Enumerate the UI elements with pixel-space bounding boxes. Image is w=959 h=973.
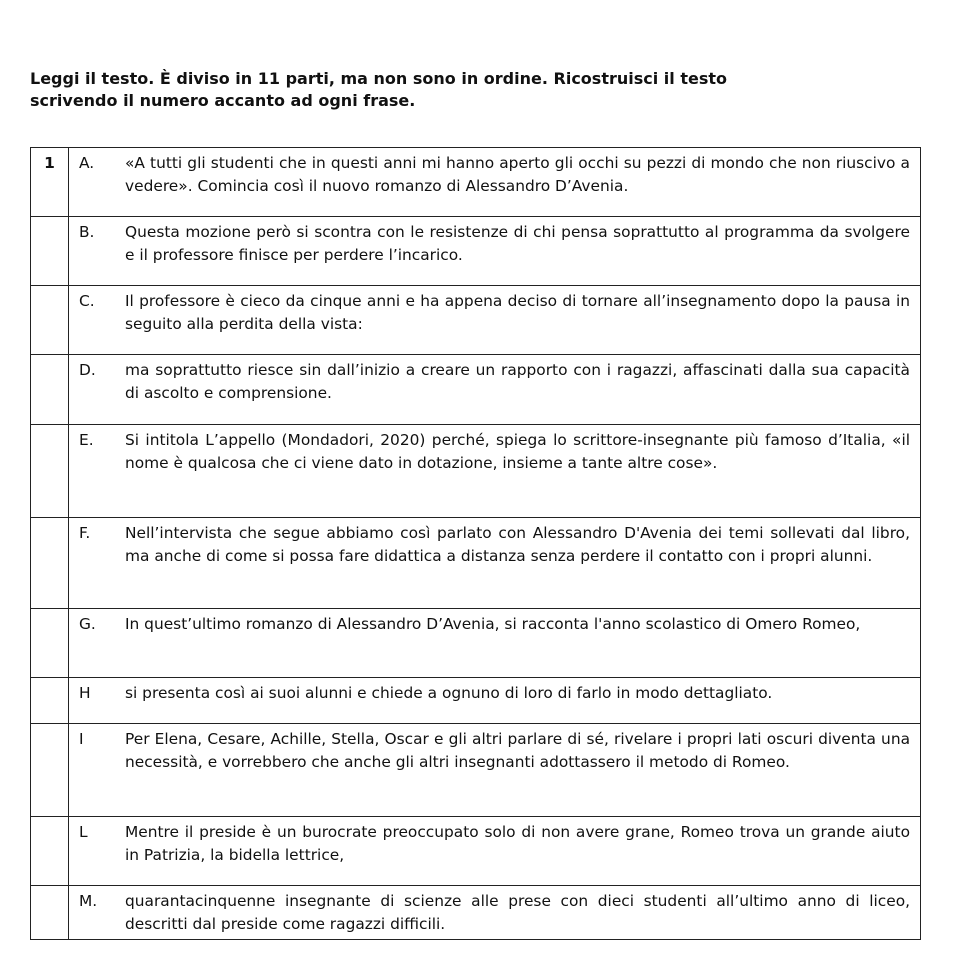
sentence-letter: D. (79, 361, 96, 379)
sentence-cell (69, 724, 921, 817)
table-row (31, 609, 921, 678)
sentence-text: Questa mozione però si scontra con le resistenze di chi pensa soprattutto al programma da svolgere e il professore finisce per perdere l’incarico. (125, 223, 910, 264)
order-number-cell[interactable] (31, 724, 69, 817)
sentence-cell (69, 886, 921, 940)
sentence-text: «A tutti gli studenti che in questi anni mi hanno aperto gli occhi su pezzi di mondo che non riuscivo a vedere». Comincia così il nuovo romanzo di Alessandro D’Avenia. (125, 154, 910, 195)
sentence-cell (69, 518, 921, 609)
sentence-letter: B. (79, 223, 95, 241)
sentence-text: Per Elena, Cesare, Achille, Stella, Oscar e gli altri parlare di sé, rivelare i propri lati oscuri diventa una necessità, e vorrebbero che anche gli altri insegnanti adottassero il metodo di Romeo. (125, 730, 910, 771)
sentence-letter: L (79, 823, 88, 841)
sentence-text: Si intitola L’appello (Mondadori, 2020) perché, spiega lo scrittore-insegnante più famoso d’Italia, «il nome è qualcosa che ci viene dato in dotazione, insieme a tante altre cose». (125, 431, 910, 472)
sentence-cell (69, 425, 921, 518)
sentence-cell (69, 678, 921, 724)
table-row (31, 886, 921, 940)
sentence-text: si presenta così ai suoi alunni e chiede a ognuno di loro di farlo in modo dettagliato. (125, 684, 773, 702)
order-number-cell[interactable] (31, 286, 69, 355)
order-number-cell[interactable] (31, 425, 69, 518)
table-row (31, 286, 921, 355)
order-number-cell[interactable] (31, 817, 69, 886)
sentence-letter: C. (79, 292, 95, 310)
sentence-cell (69, 817, 921, 886)
sentence-letter: A. (79, 154, 95, 172)
sentence-cell (69, 217, 921, 286)
sentence-text: ma soprattutto riesce sin dall’inizio a creare un rapporto con i ragazzi, affascinati dalla sua capacità di ascolto e comprensione. (125, 361, 910, 402)
table-row (31, 425, 921, 518)
table-row (31, 217, 921, 286)
sentence-letter: G. (79, 615, 96, 633)
sentence-letter: F. (79, 524, 91, 542)
table-row (31, 678, 921, 724)
sentence-cell (69, 148, 921, 217)
order-number-cell[interactable] (31, 217, 69, 286)
exercise-instructions (30, 68, 930, 112)
order-number-cell[interactable] (31, 355, 69, 425)
sentence-letter: M. (79, 892, 98, 910)
table-row (31, 724, 921, 817)
sentence-text: quarantacinquenne insegnante di scienze alle prese con dieci studenti all’ultimo anno di liceo, descritti dal preside come ragazzi difficili. (125, 892, 910, 933)
table-row (31, 817, 921, 886)
instructions-line-1: Leggi il testo. È diviso in 11 parti, ma non sono in ordine. Ricostruisci il testo (30, 69, 727, 88)
sentence-letter: H (79, 684, 91, 702)
sentence-table (30, 147, 921, 940)
order-number-cell[interactable] (31, 518, 69, 609)
order-number-cell[interactable] (31, 678, 69, 724)
sentence-cell (69, 286, 921, 355)
table-row (31, 518, 921, 609)
table-row (31, 355, 921, 425)
sentence-text: Nell’intervista che segue abbiamo così parlato con Alessandro D'Avenia dei temi sollevati dal libro, ma anche di come si possa fare didattica a distanza senza perdere il contatto con i propri alunni. (125, 524, 910, 565)
table-row (31, 148, 921, 217)
order-number-cell[interactable]: 1 (31, 148, 69, 217)
sentence-cell (69, 609, 921, 678)
order-number-cell[interactable] (31, 886, 69, 940)
order-number-cell[interactable] (31, 609, 69, 678)
sentence-letter: E. (79, 431, 94, 449)
sentence-letter: I (79, 730, 84, 748)
sentence-text: Mentre il preside è un burocrate preoccupato solo di non avere grane, Romeo trova un grande aiuto in Patrizia, la bidella lettrice, (125, 823, 910, 864)
instructions-line-2: scrivendo il numero accanto ad ogni frase. (30, 91, 416, 110)
sentence-cell (69, 355, 921, 425)
sentence-text: In quest’ultimo romanzo di Alessandro D’Avenia, si racconta l'anno scolastico di Omero Romeo, (125, 615, 861, 633)
sentence-text: Il professore è cieco da cinque anni e ha appena deciso di tornare all’insegnamento dopo la pausa in seguito alla perdita della vista: (125, 292, 910, 333)
